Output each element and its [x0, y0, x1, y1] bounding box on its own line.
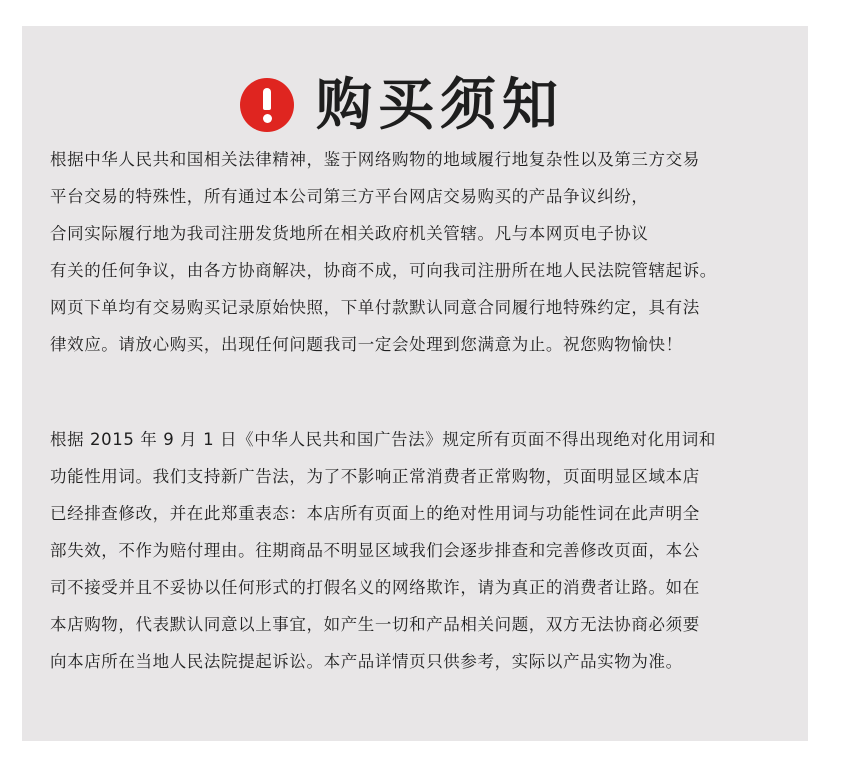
page-title: 购买须知: [316, 73, 564, 138]
paragraph-line: 功能性用词。我们支持新广告法，为了不影响正常消费者正常购物，页面明显区域本店: [50, 467, 700, 486]
legal-notice-paragraph: [50, 141, 790, 363]
paragraph-line: 律效应。请放心购买，出现任何问题我司一定会处理到您满意为止。祝您购物愉快！: [50, 335, 683, 354]
notice-panel: [22, 26, 808, 741]
paragraph-line: 根据 2015 年 9 月 1 日《中华人民共和国广告法》规定所有页面不得出现绝对化用词和: [50, 430, 716, 449]
exclamation-dot: [263, 114, 272, 123]
paragraph-line: 向本店所在当地人民法院提起诉讼。本产品详情页只供参考，实际以产品实物为准。: [50, 652, 683, 671]
paragraph-line: 平台交易的特殊性，所有通过本公司第三方平台网店交易购买的产品争议纠纷，: [50, 187, 649, 206]
advertising-law-paragraph: [50, 421, 790, 680]
paragraph-line: 部失效，不作为赔付理由。往期商品不明显区域我们会逐步排查和完善修改页面，本公: [50, 541, 700, 560]
paragraph-line: 有关的任何争议，由各方协商解决，协商不成，可向我司注册所在地人民法院管辖起诉。: [50, 261, 717, 280]
paragraph-line: 司不接受并且不妥协以任何形式的打假名义的网络欺诈，请为真正的消费者让路。如在: [50, 578, 700, 597]
paragraph-line: 本店购物，代表默认同意以上事宜，如产生一切和产品相关问题，双方无法协商必须要: [50, 615, 700, 634]
paragraph-line: 网页下单均有交易购买记录原始快照，下单付款默认同意合同履行地特殊约定，具有法: [50, 298, 700, 317]
exclamation-icon: [240, 78, 294, 132]
paragraph-line: 根据中华人民共和国相关法律精神，鉴于网络购物的地域履行地复杂性以及第三方交易: [50, 150, 700, 169]
paragraph-line: 合同实际履行地为我司注册发货地所在相关政府机关管辖。凡与本网页电子协议: [50, 224, 649, 243]
paragraph-line: 已经排查修改，并在此郑重表态：本店所有页面上的绝对性用词与功能性词在此声明全: [50, 504, 700, 523]
exclamation-bar: [263, 88, 271, 110]
